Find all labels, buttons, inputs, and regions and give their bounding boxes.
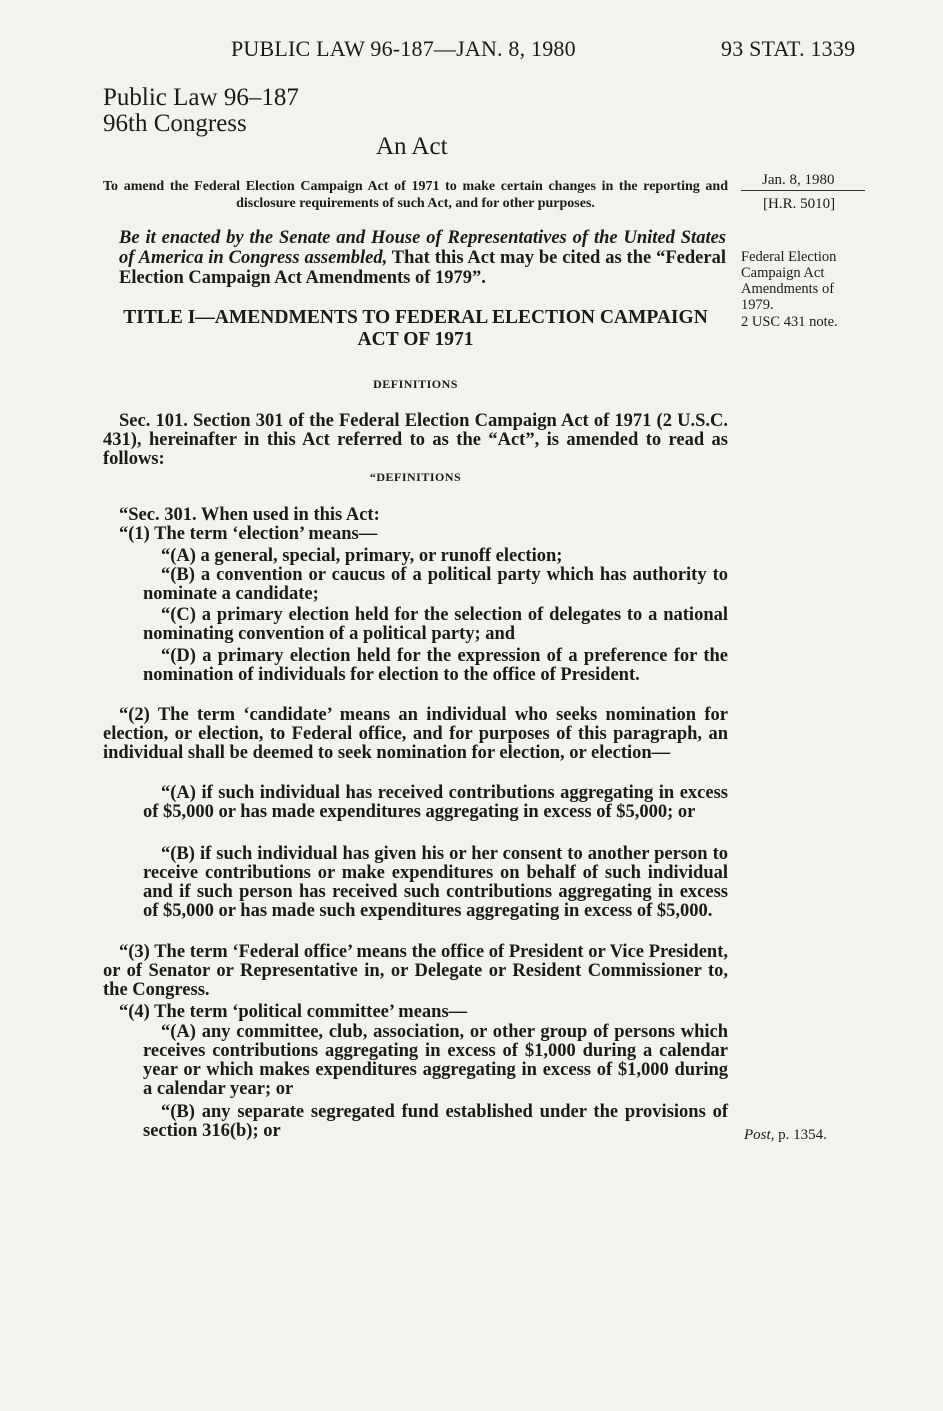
margin-note-line: Federal Election: [741, 249, 837, 265]
margin-note-usc: 2 USC 431 note.: [741, 314, 838, 330]
margin-note-date: Jan. 8, 1980: [762, 172, 835, 188]
enacting-clause-italic: Be it enacted by the Senate and House of Representatives of the United States of America in Congress assembled,: [119, 228, 726, 268]
paragraph-4-b: “(B) any separate segregated fund established under the provisions of section 316(b); or: [143, 1102, 728, 1141]
margin-note-bill-number: [H.R. 5010]: [763, 196, 836, 212]
section-101-text: [103, 412, 728, 469]
margin-note-line: Amendments of: [741, 281, 835, 297]
margin-note-line: 1979.: [741, 297, 774, 313]
paragraph-2-a: “(A) if such individual has received contributions aggregating in excess of $5,000 or has made expenditures aggregating in excess of $5,000; or: [143, 783, 728, 822]
paragraph-4: “(4) The term ‘political committee’ means—: [119, 1002, 468, 1022]
paragraph-1: “(1) The term ‘election’ means—: [119, 524, 378, 544]
margin-note-post-italic: Post,: [744, 1127, 775, 1143]
section-heading-definitions: DEFINITIONS: [373, 377, 458, 391]
paragraph-1-b: “(B) a convention or caucus of a political party which has authority to nominate a candidate;: [143, 565, 728, 604]
running-header-left: PUBLIC LAW 96-187—JAN. 8, 1980: [231, 36, 576, 61]
enacting-clause: [119, 228, 726, 288]
paragraph-2: “(2) The term ‘candidate’ means an individual who seeks nomination for election, or election, to Federal office, and for purposes of this paragraph, an individual shall be deemed to seek nomination for election, or election—: [103, 705, 728, 763]
margin-note-short-title: [741, 249, 836, 313]
congress-number: 96th Congress: [103, 110, 247, 137]
public-law-number: Public Law 96–187: [103, 84, 299, 111]
margin-note-post-page: p. 1354.: [774, 1127, 827, 1143]
running-header-page-number: 93 STAT. 1339: [721, 36, 856, 61]
paragraph-2-b: “(B) if such individual has given his or her consent to another person to receive contributions or make expenditures on behalf of such individual and if such person has received such contributions aggregating in excess of $5,000 or has made such expenditures aggregating in excess of $5,000.: [143, 844, 728, 921]
paragraph-3: “(3) The term ‘Federal office’ means the office of President or Vice President, or of Senator or Representative in, or Delegate or Resident Commissioner to, the Congress.: [103, 942, 728, 1000]
margin-note-post-reference: [744, 1127, 827, 1143]
paragraph-1-a: “(A) a general, special, primary, or runoff election;: [161, 546, 563, 566]
section-label: Sec.: [119, 411, 151, 431]
margin-note-divider: [741, 190, 865, 191]
paragraph-1-c: “(C) a primary election held for the selection of delegates to a national nominating convention of a political party; and: [143, 605, 728, 644]
paragraph-1-d: “(D) a primary election held for the expression of a preference for the nomination of individuals for election to the office of President.: [143, 646, 728, 685]
section-label: “Sec.: [119, 505, 160, 525]
act-heading: An Act: [376, 133, 448, 160]
act-purpose: To amend the Federal Election Campaign Act of 1971 to make certain changes in the reporting and disclosure requirements of such Act, and for other purposes.: [103, 179, 728, 211]
title-heading: TITLE I—AMENDMENTS TO FEDERAL ELECTION CAMPAIGN ACT OF 1971: [123, 307, 708, 350]
paragraph-4-a: “(A) any committee, club, association, or other group of persons which receives contributions aggregating in excess of $1,000 during a calendar year or which makes expenditures aggregating in excess of $1,000 during a calendar year; or: [143, 1022, 728, 1099]
margin-note-line: Campaign Act: [741, 265, 825, 281]
section-301-text: [119, 506, 728, 525]
quoted-heading-definitions: “DEFINITIONS: [369, 470, 462, 484]
section-101-body: 101. Section 301 of the Federal Election Campaign Act of 1971 (2 U.S.C. 431), hereinafter in this Act referred to as the “Act”, is amended to read as follows:: [103, 411, 728, 469]
section-301-body: 301. When used in this Act:: [159, 505, 380, 525]
enacting-clause-text: That this Act may be cited as the “Federal Election Campaign Act Amendments of 1979”.: [119, 248, 726, 288]
